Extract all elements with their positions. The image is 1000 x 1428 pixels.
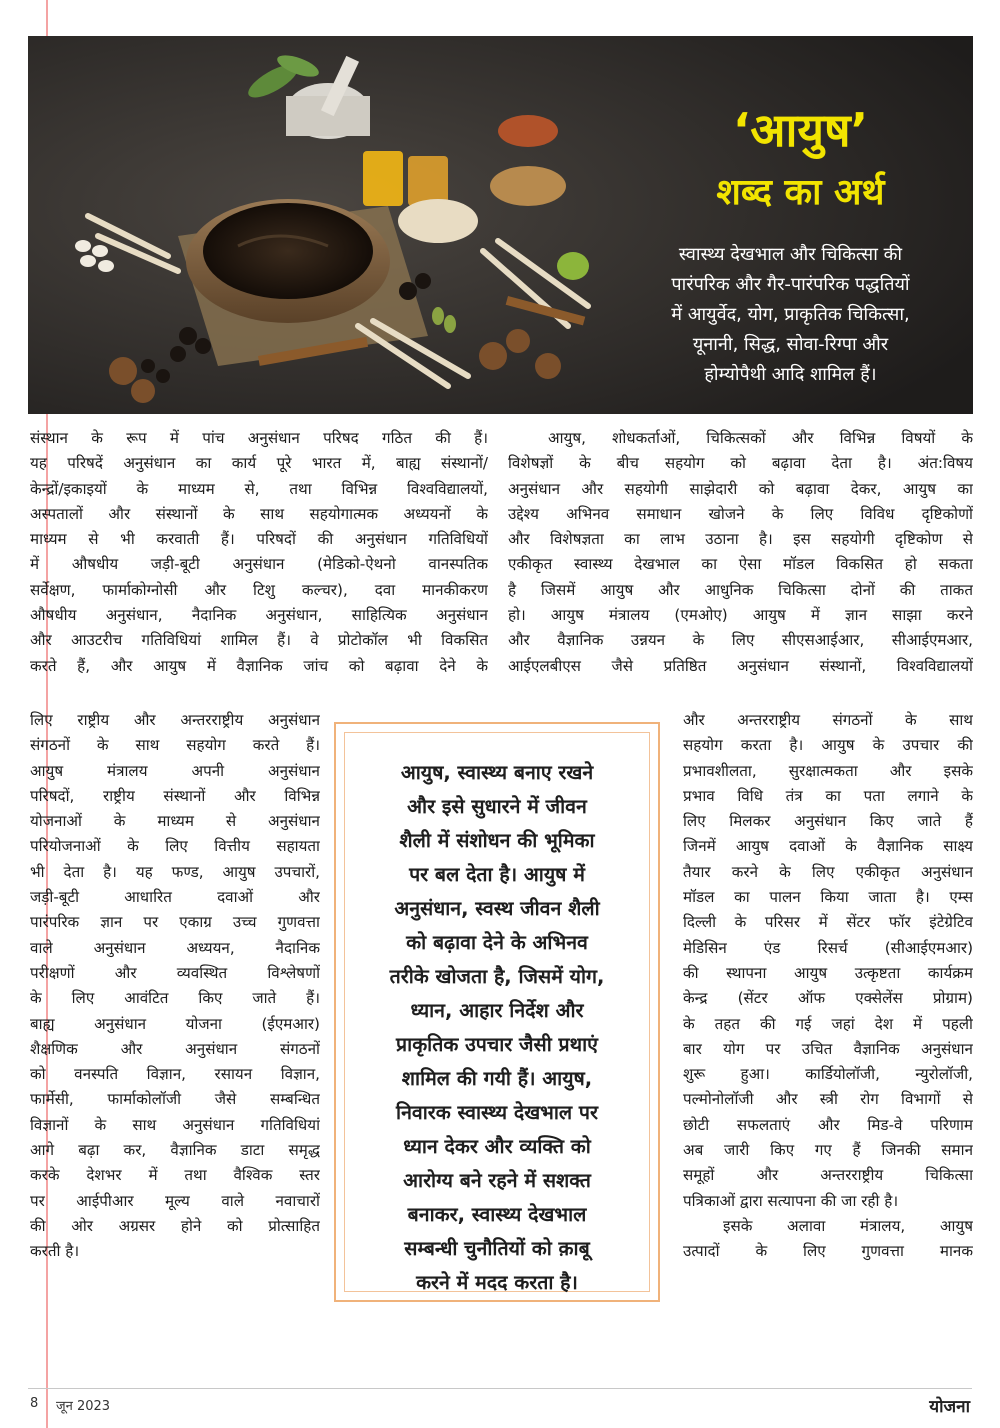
pull-quote-line: शैली में संशोधन की भूमिका xyxy=(399,829,595,852)
text-line: इसके अलावा मंत्रालय, आयुष xyxy=(723,1216,973,1235)
left-column-top xyxy=(30,426,488,679)
text-line: माध्यम से भी करवाती हैं। परिषदों की अनुसंधान गतिविधियों xyxy=(30,530,488,549)
text-line: एकीकृत स्वास्थ्य देखभाल का ऐसा मॉडल विकसित हो सकता xyxy=(508,555,973,574)
text-line: वाले अनुसंधान अध्ययन, नैदानिक xyxy=(30,938,320,957)
publication-date: जून 2023 xyxy=(56,1399,111,1414)
text-line: और अन्तरराष्ट्रीय संगठनों के साथ xyxy=(683,711,973,729)
text-line: जड़ी-बूटी आधारित दवाओं और xyxy=(30,888,320,907)
text-line: आईएलबीएस जैसे प्रतिष्ठित अनुसंधान संस्थानों, विश्वविद्यालयों xyxy=(508,656,973,675)
text-line: उद्देश्य अभिनव समाधान खोजने के लिए विविध दृष्टिकोणों xyxy=(508,504,973,523)
right-column-top xyxy=(508,426,973,679)
right-column-bottom xyxy=(683,708,973,1265)
text-line: औषधीय अनुसंधान, नैदानिक अनुसंधान, साहित्यिक अनुसंधान xyxy=(30,606,488,625)
text-line: विज्ञानों के साथ अनुसंधान गतिविधियां xyxy=(30,1115,320,1134)
text-line: परियोजनाओं के लिए वित्तीय सहायता xyxy=(30,837,320,856)
text-line: समूहों और अन्तरराष्ट्रीय चिकित्सा xyxy=(683,1166,973,1185)
text-line: परिषदों, राष्ट्रीय संस्थानों और विभिन्न xyxy=(30,786,320,805)
text-line: पर आईपीआर मूल्य वाले नवाचारों xyxy=(30,1191,320,1210)
text-line: लिए राष्ट्रीय और अन्तरराष्ट्रीय अनुसंधान xyxy=(30,711,320,729)
pull-quote-line: पर बल देता है। आयुष में xyxy=(409,863,585,886)
hero-description-line: पारंपरिक और गैर-पारंपरिक पद्धतियों xyxy=(671,274,910,295)
text-line: करती है। xyxy=(30,1242,80,1261)
pull-quote-line: और इसे सुधारने में जीवन xyxy=(407,795,587,818)
text-line: बाह्य अनुसंधान योजना (ईएमआर) xyxy=(30,1014,320,1033)
text-line: पल्मोनोलॉजी और स्त्री रोग विभागों से xyxy=(683,1090,973,1109)
text-line: केन्द्र (सेंटर ऑफ एक्सेलेंस प्रोग्राम) xyxy=(683,989,973,1008)
text-line: योजनाओं के माध्यम से अनुसंधान xyxy=(30,812,320,831)
text-line: को वनस्पति विज्ञान, रसायन विज्ञान, xyxy=(30,1065,320,1084)
text-line: के तहत की गई जहां देश में पहली xyxy=(683,1014,973,1033)
text-line: परीक्षणों और व्यवस्थित विश्लेषणों xyxy=(30,963,320,982)
pull-quote-line: सम्बन्धी चुनौतियों को क़ाबू xyxy=(404,1237,590,1260)
text-line: प्रभाव विधि तंत्र का पता लगाने के xyxy=(683,786,973,805)
page-footer xyxy=(0,1388,1000,1428)
hero-description-line: में आयुर्वेद, योग, प्राकृतिक चिकित्सा, xyxy=(671,304,910,325)
hero-description-line: स्वास्थ्य देखभाल और चिकित्सा की xyxy=(678,244,903,265)
text-line: अनुसंधान और सहयोगी साझेदारी को बढ़ावा देकर, आयुष का xyxy=(508,479,973,498)
text-line: भी देता है। यह फण्ड, आयुष उपचारों, xyxy=(30,862,320,881)
text-line: मॉडल का पालन किया जाता है। एम्स xyxy=(683,888,973,907)
text-line: जिनमें आयुष दवाओं के वैज्ञानिक साक्ष्य xyxy=(683,837,973,856)
text-line: और आउटरीच गतिविधियां शामिल हैं। वे प्रोटोकॉल भी विकसित xyxy=(30,631,488,650)
text-line: संगठनों के साथ सहयोग करते हैं। xyxy=(30,736,320,755)
text-line: छोटी सफलताएं और मिड-वे परिणाम xyxy=(683,1115,973,1134)
text-line: शैक्षणिक और अनुसंधान संगठनों xyxy=(30,1039,320,1058)
text-line: की ओर अग्रसर होने को प्रोत्साहित xyxy=(30,1216,320,1235)
text-line: विशेषज्ञों के बीच सहयोग को बढ़ावा देता है। अंत:विषय xyxy=(508,454,973,473)
pull-quote-box xyxy=(334,722,660,1302)
text-line: अब जारी किए गए हैं जिनकी समान xyxy=(683,1141,973,1160)
text-line: फार्मेसी, फार्माकोलॉजी जैसे सम्बन्धित xyxy=(30,1090,320,1109)
text-line: पारंपरिक ज्ञान पर एकाग्र उच्च गुणवत्ता xyxy=(30,913,320,932)
pull-quote-line: करने में मदद करता है। xyxy=(416,1271,578,1294)
hero-description-line: यूनानी, सिद्ध, सोवा-रिग्पा और xyxy=(692,334,889,355)
pull-quote-line: निवारक स्वास्थ्य देखभाल पर xyxy=(396,1101,598,1124)
pull-quote-line: आयुष, स्वास्थ्य बनाए रखने xyxy=(400,761,594,784)
pull-quote-line: अनुसंधान, स्वस्थ जीवन शैली xyxy=(394,897,600,920)
text-line: यह परिषदें अनुसंधान का कार्य पूरे भारत में, बाह्य संस्थानों/ xyxy=(30,454,488,473)
pull-quote-line: ध्यान, आहार निर्देश और xyxy=(410,999,584,1022)
pull-quote-line: को बढ़ावा देने के अभिनव xyxy=(406,931,588,954)
pull-quote-text xyxy=(346,756,648,1300)
hero-banner xyxy=(28,36,973,414)
text-line: की स्थापना आयुष उत्कृष्टता कार्यक्रम xyxy=(683,963,973,982)
text-line: में औषधीय जड़ी-बूटी अनुसंधान (मेडिको-ऐथनो वानस्पतिक xyxy=(30,555,488,574)
text-line: प्रभावशीलता, सुरक्षात्मकता और इसके xyxy=(683,761,973,780)
page-number: 8 xyxy=(30,1396,39,1411)
text-line: के लिए आवंटित किए जाते हैं। xyxy=(30,989,320,1008)
text-line: करते हैं, और आयुष में वैज्ञानिक जांच को बढ़ावा देने के xyxy=(30,656,488,675)
text-line: तैयार करने के लिए एकीकृत अनुसंधान xyxy=(683,862,973,881)
pull-quote-line: बनाकर, स्वास्थ्य देखभाल xyxy=(407,1203,587,1226)
pull-quote-line: ध्यान देकर और व्यक्ति को xyxy=(403,1135,591,1158)
text-line: सहयोग करता है। आयुष के उपचार की xyxy=(683,736,973,755)
pull-quote-line: प्राकृतिक उपचार जैसी प्रथाएं xyxy=(396,1033,598,1056)
pull-quote-line: तरीके खोजता है, जिसमें योग, xyxy=(389,965,605,988)
text-line: संस्थान के रूप में पांच अनुसंधान परिषद गठित की हैं। xyxy=(30,429,488,447)
text-line: करके देशभर में तथा वैश्विक स्तर xyxy=(30,1166,320,1185)
magazine-name: योजना xyxy=(929,1397,970,1417)
text-line: और वैज्ञानिक उन्नयन के लिए सीएसआईआर, सीआईएमआर, xyxy=(508,631,973,650)
text-line: पत्रिकाओं द्वारा सत्यापना की जा रही है। xyxy=(683,1191,899,1210)
hero-description xyxy=(618,240,963,390)
hero-title: ‘आयुष’ xyxy=(732,103,869,157)
text-line: आयुष, शोधकर्ताओं, चिकित्सकों और विभिन्न विषयों के xyxy=(548,429,973,447)
text-line: आयुष मंत्रालय अपनी अनुसंधान xyxy=(30,761,320,780)
text-line: लिए मिलकर अनुसंधान किए जाते हैं xyxy=(683,812,973,831)
text-line: और विशेषज्ञता का लाभ उठाना है। इस सहयोगी दृष्टिकोण से xyxy=(508,530,973,549)
text-line: सर्वेक्षण, फार्माकोग्नोसी और टिशु कल्चर), दवा मानकीकरण xyxy=(30,580,488,599)
text-line: मेडिसिन एंड रिसर्च (सीआईएमआर) xyxy=(683,938,973,957)
hero-subtitle: शब्द का अर्थ xyxy=(716,172,885,213)
text-line: है जिसमें आयुष और आधुनिक चिकित्सा दोनों की ताकत xyxy=(508,580,973,599)
text-line: उत्पादों के लिए गुणवत्ता मानक xyxy=(683,1242,973,1261)
text-line: बार योग पर उचित वैज्ञानिक अनुसंधान xyxy=(683,1039,973,1058)
pull-quote-line: शामिल की गयी हैं। आयुष, xyxy=(401,1067,593,1090)
hero-description-line: होम्योपैथी आदि शामिल हैं। xyxy=(704,364,877,385)
pull-quote-line: आरोग्य बने रहने में सशक्त xyxy=(403,1169,591,1192)
text-line: हो। आयुष मंत्रालय (एमओए) आयुष में ज्ञान साझा करने xyxy=(508,606,973,625)
text-line: आगे बढ़ा कर, वैज्ञानिक डाटा समृद्ध xyxy=(30,1141,320,1160)
text-line: शुरू हुआ। कार्डियोलॉजी, न्युरोलॉजी, xyxy=(683,1065,973,1084)
text-line: अस्पतालों और संस्थानों के साथ सहयोगात्मक अध्ययनों के xyxy=(30,504,488,523)
footer-divider xyxy=(28,1388,972,1389)
left-column-bottom xyxy=(30,708,320,1265)
text-line: केन्द्रों/इकाइयों के माध्यम से, तथा विभिन्न विश्वविद्यालयों, xyxy=(30,479,488,498)
text-line: दिल्ली के परिसर में सेंटर फॉर इंटेग्रेटिव xyxy=(683,913,973,932)
